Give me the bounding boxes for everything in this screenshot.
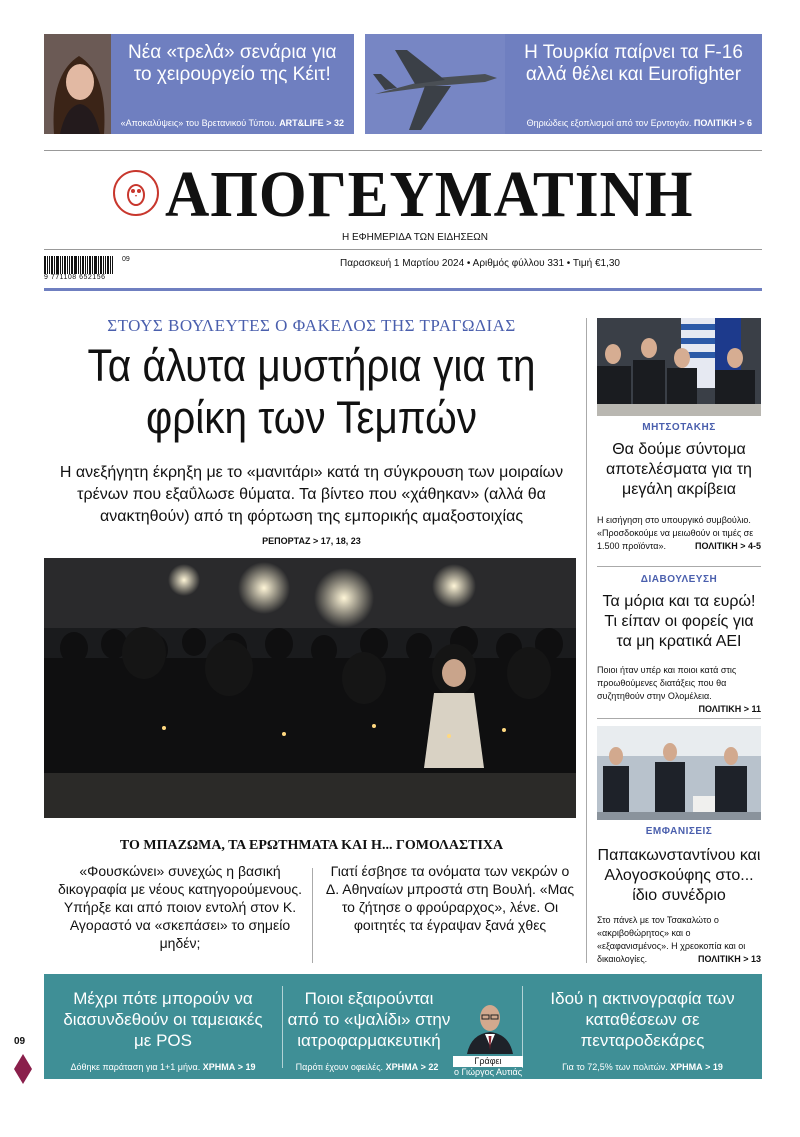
bottom-pos-footer: Δόθηκε παράταση για 1+1 μήνα. ΧΡΗΜΑ > 19 bbox=[70, 1062, 256, 1072]
bottom-deposits-footer: Για το 72,5% των πολιτών. ΧΡΗΜΑ > 19 bbox=[562, 1062, 723, 1072]
barcode-bar bbox=[94, 256, 97, 274]
bottom-deposits-headline: Ιδού η ακτινογραφία των καταθέσεων σε πενταροδεκάρες bbox=[550, 989, 735, 1050]
main-kicker: ΣΤΟΥΣ ΒΟΥΛΕΥΤΕΣ Ο ΦΑΚΕΛΟΣ ΤΗΣ ΤΡΑΓΩΔΙΑΣ bbox=[107, 316, 516, 335]
masthead-accent-rule bbox=[44, 288, 762, 291]
barcode-bar bbox=[60, 256, 61, 274]
barcode-bar bbox=[89, 256, 91, 274]
main-column-left: «Φουσκώνει» συνεχώς η βασική δικογραφία με νέους κατηγορούμενους. Υπήρξε και από ποιον εντολή στον Κ. Αγοραστό να «σκεπάσει» το σημείο μηδέν; bbox=[57, 863, 303, 951]
barcode-bar bbox=[80, 256, 81, 274]
teaser-turkey-headline: Η Τουρκία παίρνει τα F-16 αλλά θέλει και Eurofighter bbox=[524, 42, 743, 85]
bottom-pos-story[interactable] bbox=[44, 974, 282, 1079]
sidebar-3-text: Στο πάνελ με τον Τσακαλώτο ο «ακριβοθώρητος» και ο «εξαφανισμένος». Η χρεοκοπία και οι δικαιολογίες. ΠΟΛΙΤΙΚΗ > 13 bbox=[597, 915, 761, 964]
barcode-bar bbox=[44, 256, 46, 274]
barcode-bars bbox=[44, 256, 120, 274]
owl-logo-icon bbox=[113, 170, 159, 216]
sidebar-2-section[interactable]: ΠΟΛΙΤΙΚΗ > 11 bbox=[698, 704, 761, 714]
main-headline[interactable]: Τα άλυτα μυστήρια για τη φρίκη των Τεμπών bbox=[87, 340, 536, 443]
teaser-kate[interactable] bbox=[44, 34, 354, 134]
sidebar-3-headline[interactable]: Παπακωνσταντίνου και Αλογοσκούφης στο... ίδιο συνέδριο bbox=[597, 847, 761, 904]
teaser-kate-footer: «Αποκαλύψεις» του Βρετανικού Τύπου. ART&LIFE > 32 bbox=[120, 118, 344, 128]
barcode-bar bbox=[71, 256, 73, 274]
barcode-bar bbox=[54, 256, 55, 274]
main-deck: Η ανεξήγητη έκρηξη με το «μανιτάρι» κατά τη σύγκρουση των μοιραίων τρένων που εξαΰλωσε θύματα. Τα βίντεο που «χάθηκαν» (αλλά θα ανακτηθούν) από τη φόρτωση της εμπορικής αμαξοστοιχίας bbox=[59, 464, 564, 525]
masthead-bottom-rule bbox=[44, 249, 762, 250]
main-column-right: Γιατί έσβησε τα ονόματα των νεκρών ο Δ. Αθηναίων μπροστά στη Βουλή. «Μας το ζήτησε ο φρούραρχος», λένε. Οι φοιτητές τα έγραψαν ξανά χθες bbox=[325, 863, 575, 933]
sidebar-panel-photo bbox=[597, 726, 761, 820]
author-photo bbox=[463, 994, 517, 1054]
sidebar-1-headline[interactable]: Θα δούμε σύντομα αποτελέσματα για τη μεγάλη ακρίβεια bbox=[606, 441, 752, 498]
masthead-subtitle: Η ΕΦΗΜΕΡΙΔΑ ΤΩΝ ΕΙΔΗΣΕΩΝ bbox=[341, 232, 488, 243]
barcode-bar bbox=[110, 256, 111, 274]
teaser-turkey-footer: Θηριώδεις εξοπλισμοί από τον Ερντογάν. ΠΟΛΙΤΙΚΗ > 6 bbox=[526, 118, 752, 128]
barcode bbox=[44, 256, 140, 282]
masthead-title[interactable]: ΑΠΟΓΕΥΜΑΤΙΝΗ bbox=[165, 158, 694, 231]
sidebar-3-section[interactable]: ΠΟΛΙΤΙΚΗ > 13 bbox=[697, 954, 761, 964]
sidebar-2-kicker: ΔΙΑΒΟΥΛΕΥΣΗ bbox=[640, 574, 718, 585]
barcode-number: 9 771108 652156 bbox=[44, 274, 106, 281]
sidebar-1-kicker: ΜΗΤΣΟΤΑΚΗΣ bbox=[642, 422, 716, 433]
bottom-money-band bbox=[44, 974, 762, 1079]
bottom-pos-headline: Μέχρι πότε μπορούν να διασυνδεθούν οι ταμειακές με POS bbox=[63, 989, 263, 1050]
barcode-bar bbox=[98, 256, 99, 274]
sidebar-divider bbox=[586, 318, 587, 963]
author-label: Γράφει bbox=[453, 1056, 523, 1067]
barcode-bar bbox=[105, 256, 106, 274]
sidebar-3-kicker: ΕΜΦΑΝΙΣΕΙΣ bbox=[645, 826, 713, 837]
barcode-bar bbox=[100, 256, 102, 274]
barcode-bar bbox=[87, 256, 88, 274]
diamond-marker-icon bbox=[14, 1054, 32, 1084]
barcode-bar bbox=[47, 256, 48, 274]
teaser-kate-headline: Νέα «τρελά» σενάρια για το χειρουργείο της Κέιτ! bbox=[128, 42, 337, 85]
masthead-top-rule bbox=[44, 150, 762, 151]
barcode-bar bbox=[82, 256, 84, 274]
barcode-bar bbox=[85, 256, 86, 274]
sidebar-2-headline[interactable]: Τα μόρια και τα ευρώ! Τι είπαν οι φορείς για τα μη κρατικά ΑΕΙ bbox=[602, 593, 756, 650]
main-reportage-ref[interactable]: ΡΕΠΟΡΤΑΖ > 17, 18, 23 bbox=[262, 536, 361, 546]
barcode-issue: 09 bbox=[122, 256, 130, 263]
barcode-bar bbox=[64, 256, 66, 274]
teaser-turkey[interactable] bbox=[365, 34, 762, 134]
dateline: Παρασκευή 1 Μαρτίου 2024 • Αριθμός φύλλου 331 • Τιμή €1,30 bbox=[340, 258, 620, 269]
page-number: 09 bbox=[14, 1036, 26, 1047]
barcode-bar bbox=[112, 256, 113, 274]
bottom-pharma-story[interactable] bbox=[283, 974, 521, 1079]
bottom-pharma-headline: Ποιοι εξαιρούνται από το «ψαλίδι» στην ιατροφαρμακευτική bbox=[287, 989, 451, 1050]
sidebar-1-section[interactable]: ΠΟΛΙΤΙΚΗ > 4-5 bbox=[694, 541, 761, 551]
bottom-deposits-story[interactable] bbox=[523, 974, 762, 1079]
column-divider bbox=[312, 868, 313, 963]
author-name: ο Γιώργος Αυτιάς bbox=[453, 1067, 523, 1077]
barcode-bar bbox=[49, 256, 50, 274]
sidebar-2-text: Ποιοι ήταν υπέρ και ποιοι κατά στις προωθούμενες διατάξεις που θα συζητηθούν στην Ολομέλεια. ΠΟΛΙΤΙΚΗ > 11 bbox=[597, 665, 761, 714]
main-photo bbox=[44, 558, 576, 818]
barcode-bar bbox=[78, 256, 79, 274]
author-credit bbox=[453, 1056, 523, 1078]
main-subhead: ΤΟ ΜΠΑΖΩΜΑ, ΤΑ ΕΡΩΤΗΜΑΤΑ ΚΑΙ Η... ΓΟΜΟΛΑΣΤΙΧΑ bbox=[119, 838, 504, 853]
sidebar-1-text: Η εισήγηση στο υπουργικό συμβούλιο. «Προσδοκούμε να μειωθούν οι τιμές σε 1.500 προϊόντα». ΠΟΛΙΤΙΚΗ > 4-5 bbox=[597, 515, 761, 551]
barcode-bar bbox=[92, 256, 93, 274]
teaser-kate-photo bbox=[44, 34, 111, 134]
barcode-bar bbox=[67, 256, 68, 274]
barcode-bar bbox=[56, 256, 59, 274]
barcode-bar bbox=[62, 256, 63, 274]
barcode-bar bbox=[107, 256, 109, 274]
sidebar-mitsotakis-photo bbox=[597, 318, 761, 416]
barcode-bar bbox=[51, 256, 53, 274]
barcode-bar bbox=[103, 256, 104, 274]
sidebar-rule-2 bbox=[597, 718, 761, 719]
bottom-pharma-footer: Παρότι έχουν οφειλές. ΧΡΗΜΑ > 22 bbox=[295, 1062, 439, 1072]
sidebar-rule-1 bbox=[597, 566, 761, 567]
barcode-bar bbox=[69, 256, 70, 274]
teaser-jet-photo bbox=[365, 34, 505, 134]
barcode-bar bbox=[74, 256, 77, 274]
